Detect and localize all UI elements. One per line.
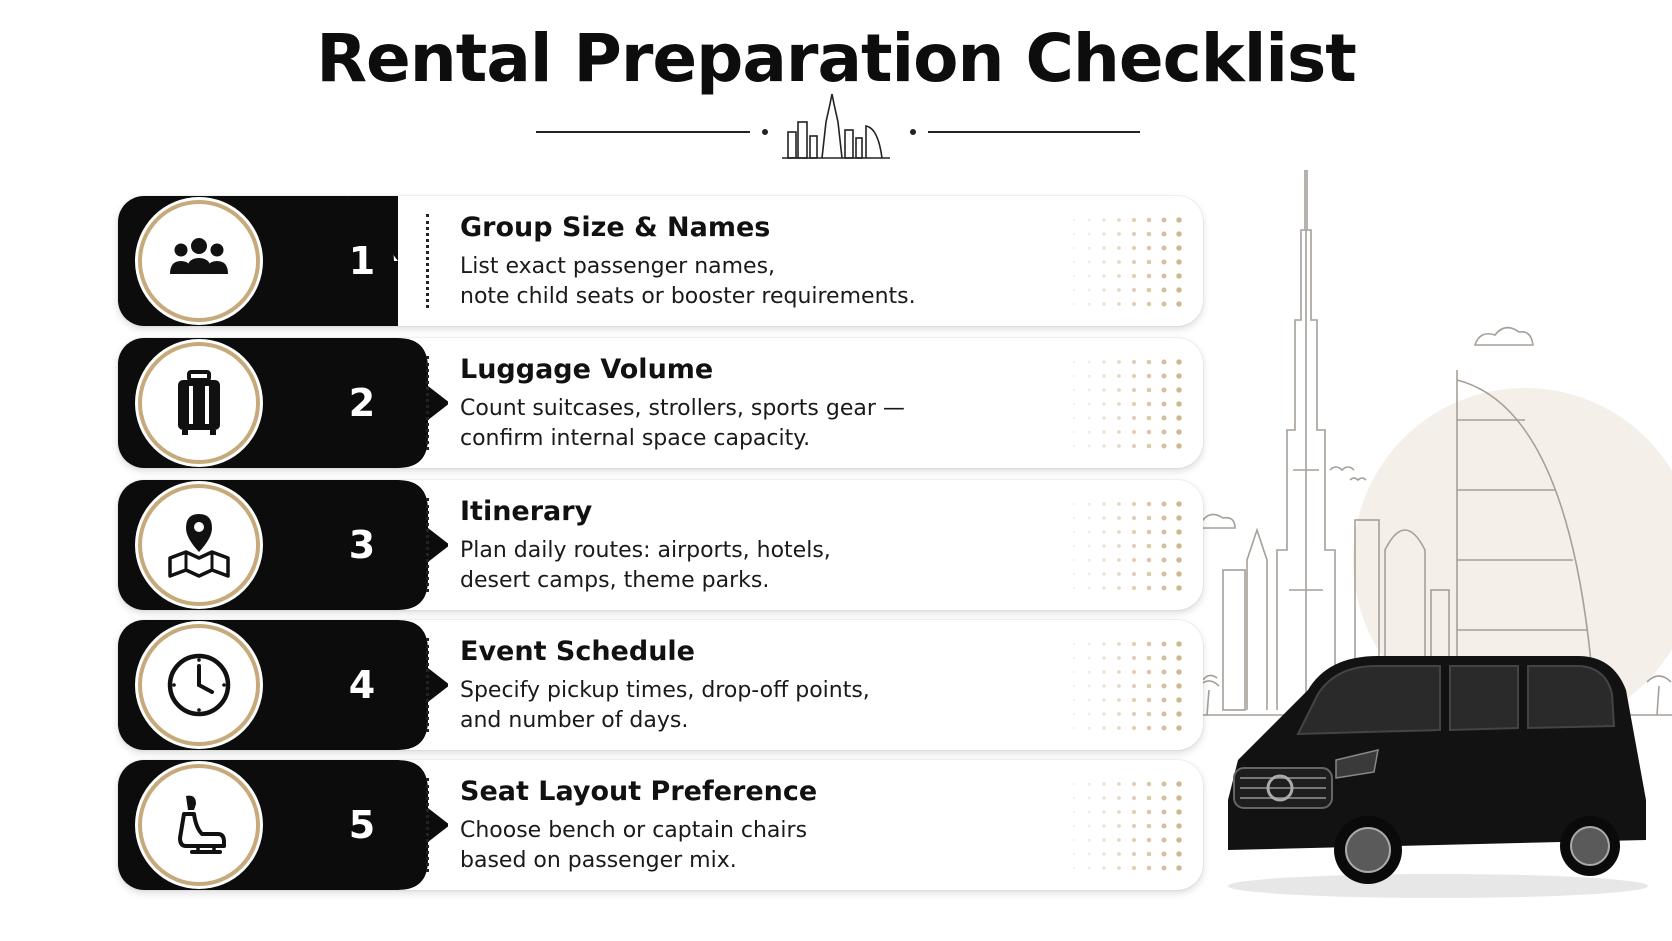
icon-badge	[138, 342, 260, 464]
dotted-separator	[426, 778, 429, 872]
icon-badge	[138, 200, 260, 322]
step-number: 2	[330, 371, 394, 435]
dot-pattern-decoration	[1066, 356, 1186, 450]
car-seat-icon	[162, 788, 236, 862]
dot-pattern-decoration	[1066, 638, 1186, 732]
icon-badge	[138, 624, 260, 746]
item-description	[460, 676, 980, 736]
item-heading: Itinerary	[460, 496, 593, 527]
description-line-2: note child seats or booster requirements.	[460, 284, 916, 309]
item-heading: Luggage Volume	[460, 354, 714, 385]
description-line-1: Specify pickup times, drop-off points,	[460, 678, 870, 703]
dotted-separator	[426, 356, 429, 450]
dotted-separator	[426, 638, 429, 732]
black-van-image	[1218, 650, 1658, 900]
checklist-item-2	[118, 338, 1203, 468]
item-heading: Group Size & Names	[460, 212, 771, 243]
description-line-1: List exact passenger names,	[460, 254, 776, 279]
item-description	[460, 816, 980, 876]
skyline-divider-icon	[530, 92, 1140, 172]
description-line-1: Choose bench or captain chairs	[460, 818, 808, 843]
luggage-icon	[162, 366, 236, 440]
icon-badge	[138, 764, 260, 886]
item-description	[460, 394, 980, 454]
icon-badge	[138, 484, 260, 606]
description-line-2: and number of days.	[460, 708, 689, 733]
step-number: 1	[330, 229, 394, 293]
dotted-separator	[426, 498, 429, 592]
checklist-item-1	[118, 196, 1203, 326]
dot-pattern-decoration	[1066, 498, 1186, 592]
dotted-separator	[426, 214, 429, 308]
checklist-item-5	[118, 760, 1203, 890]
page-title: Rental Preparation Checklist	[316, 20, 1356, 97]
checklist-item-4	[118, 620, 1203, 750]
item-description	[460, 252, 980, 312]
item-description	[460, 536, 980, 596]
group-people-icon	[162, 224, 236, 298]
dot-pattern-decoration	[1066, 214, 1186, 308]
item-heading: Seat Layout Preference	[460, 776, 818, 807]
step-number: 4	[330, 653, 394, 717]
map-pin-icon	[162, 508, 236, 582]
description-line-2: desert camps, theme parks.	[460, 568, 770, 593]
step-number: 5	[330, 793, 394, 857]
description-line-2: confirm internal space capacity.	[460, 426, 811, 451]
checklist-item-3	[118, 480, 1203, 610]
description-line-1: Plan daily routes: airports, hotels,	[460, 538, 831, 563]
dot-pattern-decoration	[1066, 778, 1186, 872]
description-line-1: Count suitcases, strollers, sports gear —	[460, 396, 905, 421]
clock-icon	[162, 648, 236, 722]
step-number: 3	[330, 513, 394, 577]
item-heading: Event Schedule	[460, 636, 695, 667]
description-line-2: based on passenger mix.	[460, 848, 737, 873]
